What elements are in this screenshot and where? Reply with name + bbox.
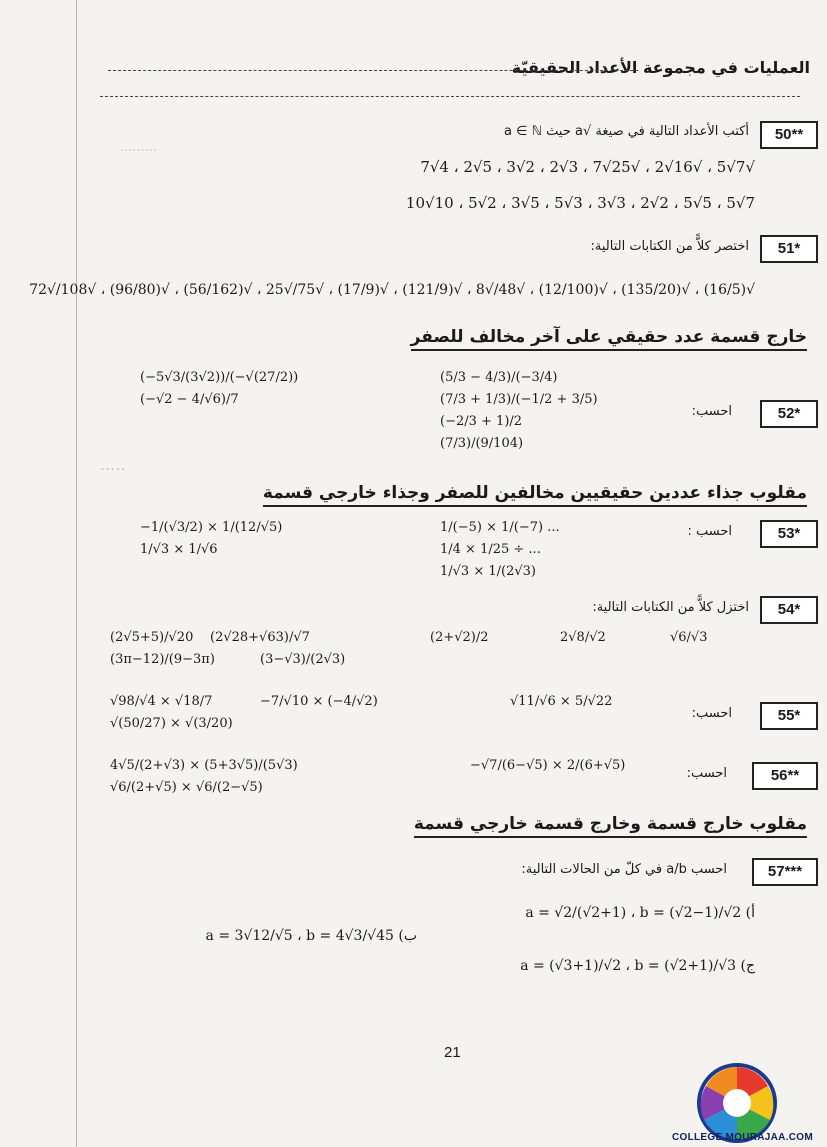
expression: (7/3)/(9/104): [440, 436, 524, 451]
expression: √(50/27) × √(3/20): [110, 716, 233, 731]
section-heading: خارج قسمة عدد حقيقي على آخر مخالف للصفر: [411, 327, 807, 351]
expression: (3−√3)/(2√3): [260, 652, 346, 667]
expression: 1/4 × 1/25 ÷ ...: [440, 542, 541, 557]
expression: (2√5+5)/√20: [110, 630, 194, 645]
expression: 2√8/√2: [560, 630, 606, 645]
page-number: 21: [444, 1044, 461, 1061]
expression: 1/(−5) × 1/(−7) ...: [440, 520, 560, 535]
expression-list: [110, 630, 750, 678]
exercise-number: 52*: [760, 400, 818, 428]
expression: (−2/3 + 1)/2: [440, 414, 523, 429]
page-header: [100, 52, 820, 112]
exercise-instruction: احسب a/b في كلّ من الحالات التالية:: [521, 862, 727, 877]
exercise-instruction: اختزل كلاًّ من الكتابات التالية:: [592, 600, 749, 615]
expression-list: [110, 758, 710, 804]
exercise-number: 55*: [760, 702, 818, 730]
bleed-through-text: .........: [120, 140, 158, 155]
header-rule: [108, 70, 638, 71]
expression: (−5√3/(3√2))/(−√(27/2)): [140, 370, 299, 385]
exercise-number: 50**: [760, 121, 818, 149]
binding-line: [76, 0, 77, 1147]
expression-row: √7√5 ، √16√2 ، √25√7 ، 3√2 ، 2√3 ، 5√2 ، 4√7: [420, 158, 755, 176]
site-url: COLLEGE.MOURAJAA.COM: [672, 1132, 813, 1143]
expression: 1/√3 × 1/(2√3): [440, 564, 536, 579]
exercise-instruction: احسب:: [691, 706, 732, 721]
exercise-number: 51*: [760, 235, 818, 263]
expression: √98/√4 × √18/7: [110, 694, 213, 709]
exercise-instruction: أكتب الأعداد التالية في صيغة √a حيث a ∈ ℕ: [504, 124, 749, 139]
exercise-number: 57***: [752, 858, 818, 886]
section-heading: مقلوب خارج قسمة وخارج قسمة خارجي قسمة: [414, 814, 807, 838]
expression: (5/3 − 4/3)/(−3/4): [440, 370, 558, 385]
expression: −7/√10 × (−4/√2): [260, 694, 378, 709]
case-a: أ) a = √2/(√2+1) ، b = (√2−1)/√2: [525, 905, 755, 921]
exercise-instruction: اختصر كلاًّ من الكتابات التالية:: [590, 239, 749, 254]
exercise-instruction: احسب :: [687, 524, 732, 539]
expression: (3π−12)/(9−3π): [110, 652, 215, 667]
header-rule: [100, 96, 800, 97]
expression: −√7/(6−√5) × 2/(6+√5): [470, 758, 626, 773]
exercise-number: 56**: [752, 762, 818, 790]
expression: √11/√6 × 5/√22: [510, 694, 613, 709]
expression-list: [140, 370, 740, 460]
expression-row: √(16/5) ، √(135/20) ، √(12/100) ، √48/√8 ، √(121/9) ، √(17/9) ، √75/√25 ، √(56/162) ، √(96/80) ، √108/√72: [29, 282, 755, 298]
expression: 4√5/(2+√3) × (5+3√5)/(5√3): [110, 758, 298, 773]
expression: (2√28+√63)/√7: [210, 630, 310, 645]
expression: 1/√3 × 1/√6: [140, 542, 218, 557]
expression: √6/(2+√5) × √6/(2−√5): [110, 780, 263, 795]
expression: (−√2 − 4/√6)/7: [140, 392, 239, 407]
expression: (2+√2)/2: [430, 630, 489, 645]
expression-list: [140, 520, 730, 580]
case-c: ج) a = (√3+1)/√2 ، b = (√2+1)/√3: [520, 958, 755, 974]
section-heading: مقلوب جذاء عددين حقيقيين مخالفين للصفر وجذاء خارجي قسمة: [263, 483, 807, 507]
expression: −1/(√3/2) × 1/(12/√5): [140, 520, 283, 535]
expression-row: 7√5 ، 5√5 ، 2√2 ، 3√3 ، 3√5 ، 5√3 ، 2√5 ، 10√10: [405, 194, 755, 212]
exercise-number: 53*: [760, 520, 818, 548]
exercise-instruction: احسب:: [691, 404, 732, 419]
expression-list: [110, 694, 710, 740]
expression: √6/√3: [670, 630, 708, 645]
bleed-through-text: .....: [100, 455, 126, 474]
expression: (7/3 + 1/3)/(−1/2 + 3/5): [440, 392, 598, 407]
chapter-title: العمليات في مجموعة الأعداد الحقيقيّة: [511, 58, 810, 77]
exercise-number: 54*: [760, 596, 818, 624]
case-b: ب) a = 3√12/√5 ، b = 4√3/√45: [205, 928, 417, 944]
exercise-instruction: احسب:: [686, 766, 727, 781]
